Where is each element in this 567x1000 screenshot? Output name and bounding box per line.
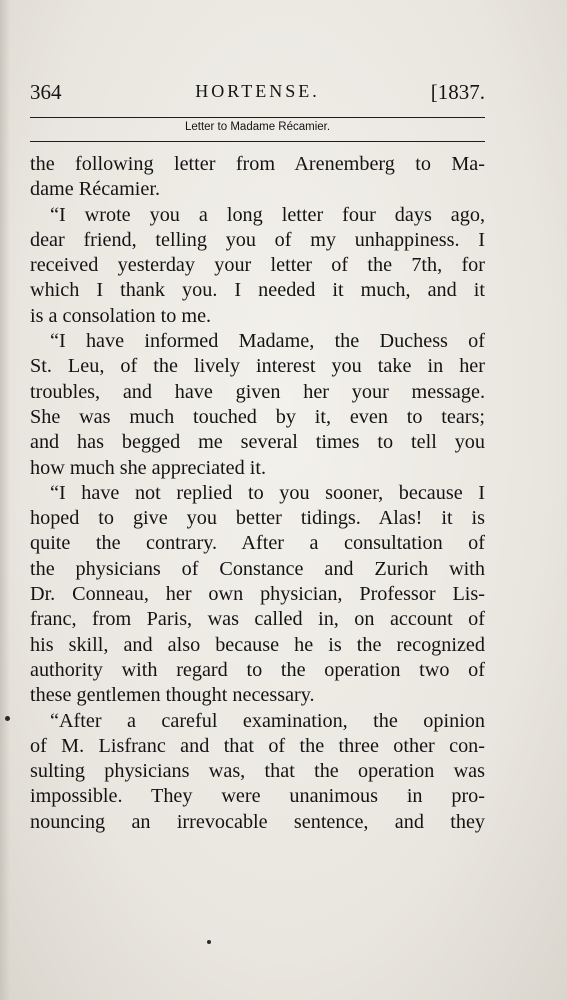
running-title: HORTENSE. [195,81,320,101]
page-edge-shadow [0,0,10,1000]
text-line: dear friend, telling you of my unhappiness. I [30,228,485,251]
text-line: and has begged me several times to tell you [30,431,485,454]
text-line: Dr. Conneau, her own physician, Professor Lis- [30,583,485,606]
page-number: 364 [30,80,62,104]
text-line: how much she appreciated it. [30,456,267,479]
header-rule [30,117,485,118]
text-line: authority with regard to the operation two of [30,658,485,681]
text-line: the following letter from Arenemberg to Ma- [30,153,485,175]
text-line: quite the contrary. After a consultation of [30,532,485,555]
text-line: hoped to give you better tidings. Alas! it is [30,507,485,530]
header-year: [1837. [430,80,485,104]
text-line: impossible. They were unanimous in pro- [30,785,485,808]
text-line: She was much touched by it, even to tears; [30,405,485,428]
text-line: troubles, and have given her your message. [30,380,485,403]
text-line: dame Récamier. [30,178,161,201]
text-line: franc, from Paris, was called in, on account of [30,608,485,631]
text-line: St. Leu, of the lively interest you take in her [30,355,485,378]
text-line: of M. Lisfranc and that of the three other con- [30,734,485,757]
text-line: is a consolation to me. [30,304,212,327]
text-line: nouncing an irrevocable sentence, and they [30,810,485,833]
text-line: these gentlemen thought necessary. [30,684,315,707]
paper-speck [207,940,211,944]
text-line: his skill, and also because he is the recognized [30,633,485,656]
paper-speck [5,716,10,721]
text-line: “I have not replied to you sooner, because I [50,481,485,504]
page-header [30,80,485,112]
body-text [30,152,485,835]
text-line: “After a careful examination, the opinion [50,709,485,732]
text-line: which I thank you. I needed it much, and it [30,279,485,302]
text-line: “I have informed Madame, the Duchess of [50,330,485,353]
section-subheading: Letter to Madame Récamier. [184,121,331,133]
text-line: received yesterday your letter of the 7th, for [30,254,485,277]
text-line: “I wrote you a long letter four days ago, [50,203,485,226]
text-line: the physicians of Constance and Zurich with [30,557,485,580]
text-line: sulting physicians was, that the operation was [30,760,485,783]
subheading-rule [30,141,485,142]
